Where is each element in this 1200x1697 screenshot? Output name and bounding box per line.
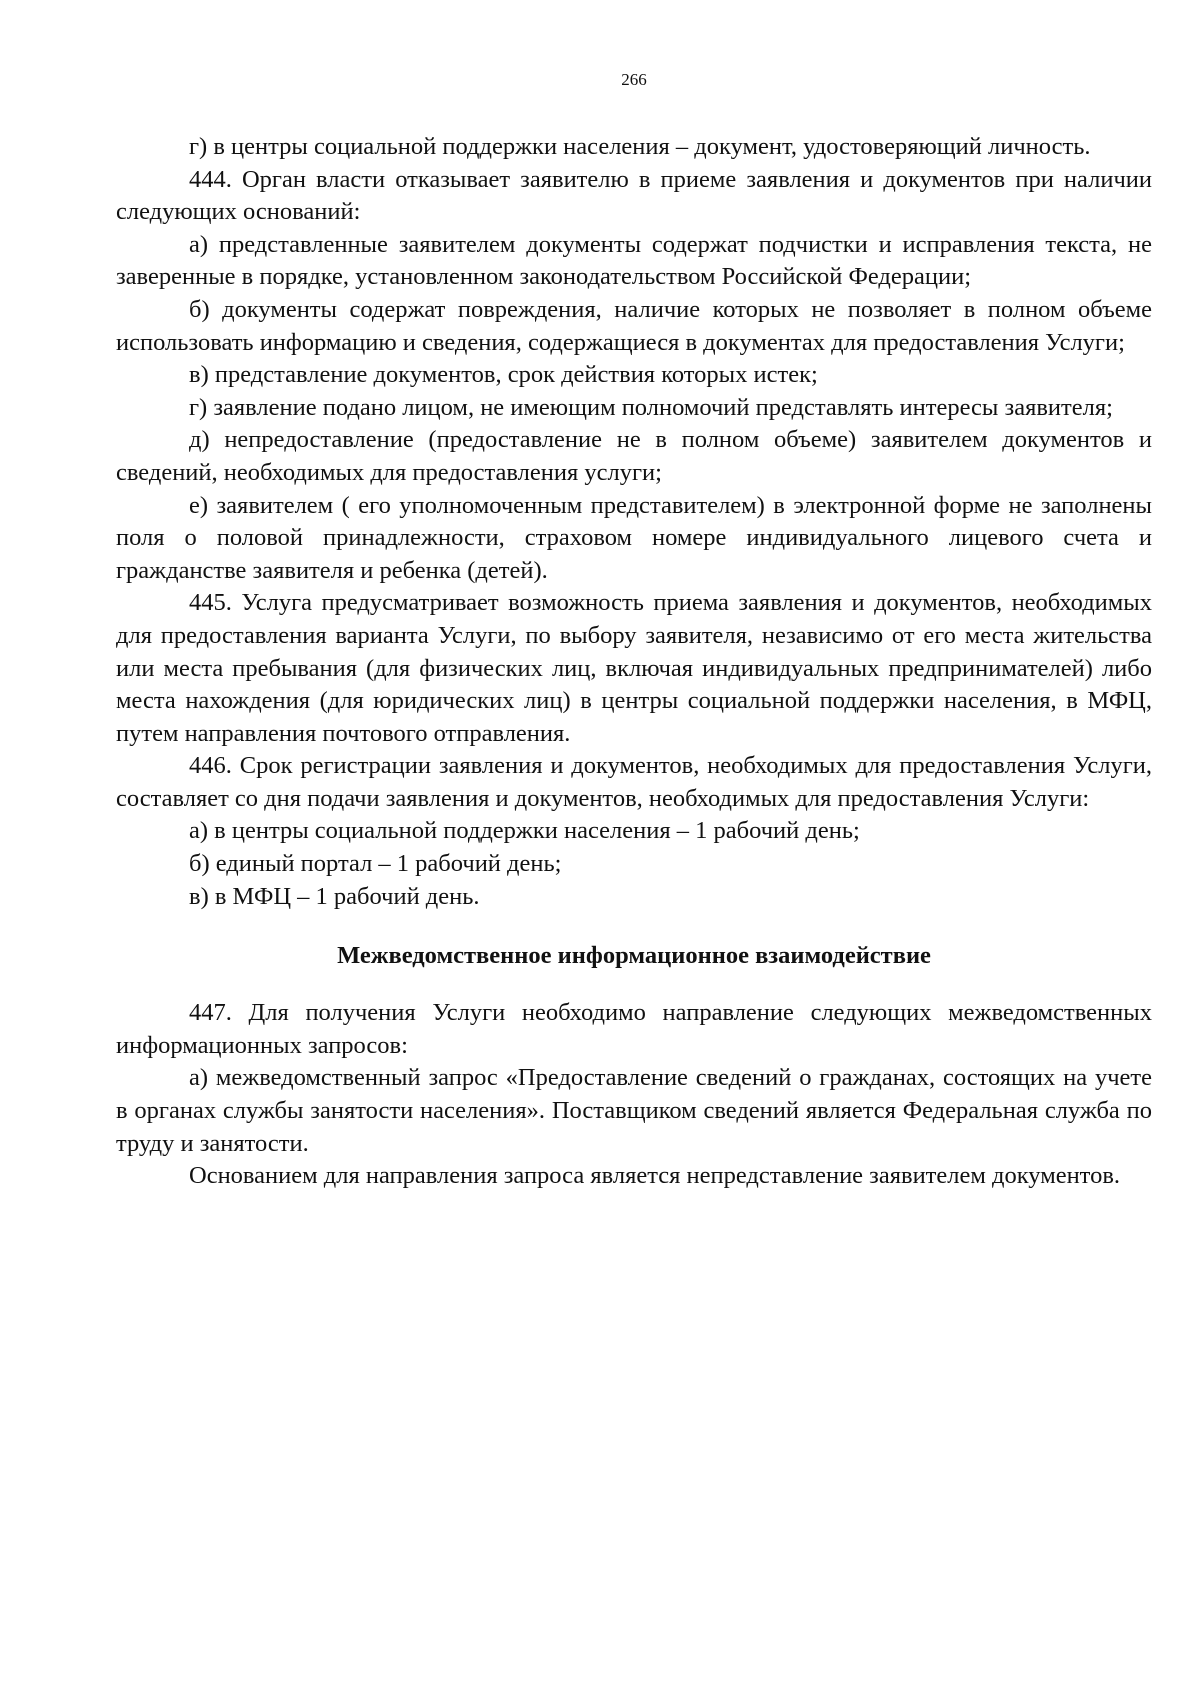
paragraph: а) представленные заявителем документы содержат подчистки и исправления текста, не заверенные в порядке, установленном законодательством Российской Федерации; <box>116 230 1152 291</box>
document-body <box>116 131 1152 1193</box>
paragraph: д) непредоставление (предоставление не в полном объеме) заявителем документов и сведений, необходимых для предоставления услуги; <box>116 426 1152 486</box>
section-heading: Межведомственное информационное взаимодействие <box>337 942 931 970</box>
paragraph: 447. Для получения Услуги необходимо направление следующих межведомственных информационных запросов: <box>116 999 1152 1059</box>
paragraph: б) документы содержат повреждения, наличие которых не позволяет в полном объеме использовать информацию и сведения, содержащиеся в документах для предоставления Услуги; <box>116 295 1152 356</box>
paragraph: б) единый портал – 1 рабочий день; <box>189 850 562 878</box>
paragraph: а) в центры социальной поддержки населения – 1 рабочий день; <box>189 817 860 845</box>
paragraph: е) заявителем ( его уполномоченным представителем) в электронной форме не заполнены поля о половой принадлежности, страховом номере индивидуального лицевого счета и гражданстве заявителя и ребенка (детей). <box>116 491 1152 584</box>
paragraph: в) представление документов, срок действия которых истек; <box>189 361 818 389</box>
paragraph: 446. Срок регистрации заявления и документов, необходимых для предоставления Услуги, составляет со дня подачи заявления и документов, необходимых для предоставления Услуги: <box>116 752 1152 812</box>
paragraph: г) в центры социальной поддержки населения – документ, удостоверяющий личность. <box>189 133 1091 160</box>
paragraph: 445. Услуга предусматривает возможность приема заявления и документов, необходимых для предоставления варианта Услуги, по выбору заявителя, независимо от его места жительства или места пребывания (для физических лиц, включая индивидуальных предпринимателей) либо места нахождения (для юридических лиц) в центры социальной поддержки населения, в МФЦ, путем направления почтового отправления. <box>116 589 1152 747</box>
paragraph: а) межведомственный запрос «Предоставление сведений о гражданах, состоящих на учете в органах службы занятости населения». Поставщиком сведений является Федеральная служба по труду и занятости. <box>116 1064 1152 1157</box>
paragraph: 444. Орган власти отказывает заявителю в приеме заявления и документов при наличии следующих оснований: <box>116 165 1152 226</box>
page-number: 266 <box>621 70 647 89</box>
paragraph: в) в МФЦ – 1 рабочий день. <box>189 882 480 910</box>
paragraph: г) заявление подано лицом, не имеющим полномочий представлять интересы заявителя; <box>189 393 1113 421</box>
paragraph: Основанием для направления запроса является непредставление заявителем документов. <box>189 1162 1121 1190</box>
